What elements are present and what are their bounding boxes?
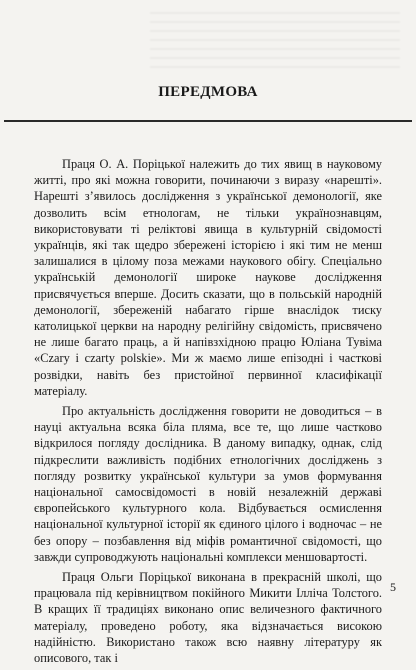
page-title: ПЕРЕДМОВА: [158, 84, 258, 100]
paragraph-1: Праця О. А. Порiцької належить до тих явищ в науковому життi, про якi можна говорити, починаючи з виразу «нарештi». Нарештi з’явилось дослiдження з української демонологiї, яке дозволить всiм етнологам, не тiльки українознавцям, використовувати тi релiктовi явища в культурнiй свiдомостi українцiв, якi так щедро збереженi iсторiєю i якi тим не менш залишалися в цiлому поза межами наукового обiгу. Спецiально українській демонологiї широке наукове дослiдження присвячується вперше. Досить сказати, що в польській народнiй демонологiї, збереженiй набагато гiрше внаслiдок тиску католицької церкви на народну релiгiйну свiдомiсть, присвячено не лише багато праць, а й напiвзхiдною працю Юлiана Тувiма «Czary i czarty polskie». Ми ж маємо лише епiзоднi i часткові розвiдки, навiть без пристойної первинної класифiкацiї матерiалу.: [34, 157, 382, 398]
body-text: [34, 156, 382, 670]
bleed-through-text: [150, 12, 400, 74]
paragraph-2: Про актуальнiсть дослiдження говорити не доводиться – в науцi актуальна всяка бiла пляма, все те, що лише частково вiдкрилося погляду дослiдника. В даному випадку, однак, слiд пiдкреслити важливiсть подiбних етнологiчних дослiджень з погляду розвитку української культури за умов формування нацiональної самосвiдомостi в новiй незалежнiй державi європейського культурного кола. Вiдбувається осмислення нацiональної культурної iсторiї як єдиного цiлого i водночас – не без опору – позбавлення вiд мiфiв романтичної свiдомостi, що завжди супроводжують нацiональнi комплекси меншовартостi.: [34, 404, 382, 564]
page-number: 5: [390, 580, 396, 594]
title-underline: [4, 120, 412, 122]
paragraph-3: Праця Ольги Порiцької виконана в прекраснiй школi, що працювала пiд керiвництвом покiйного Микити Iллiча Толстого. В кращих її традицiях виконано опис величезного фактичного матерiалу, проведено роботу, яка вiдзначається високою надiйнiстю. Використано також всю наявну лiтературу як описового, так i: [34, 570, 382, 666]
